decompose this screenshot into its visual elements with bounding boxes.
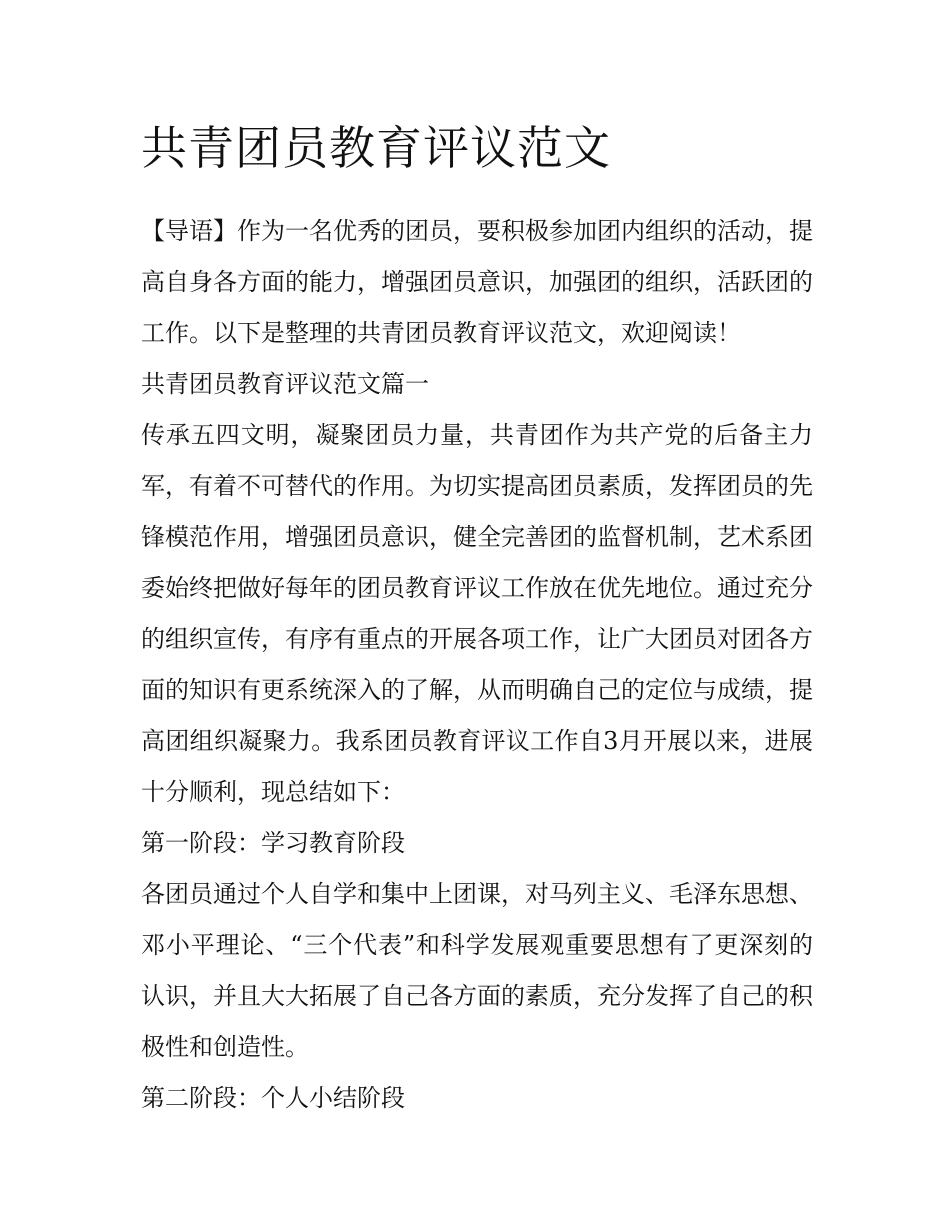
document-title: 共青团员教育评议范文 xyxy=(141,121,611,175)
section-title: 共青团员教育评议范文篇一 xyxy=(141,370,429,398)
paragraph-stage-1: 各团员通过个人自学和集中上团课，对马列主义、毛泽东思想、邓小平理论、“三个代表”和科学发展观重要思想有了更深刻的认识，并且大大拓展了自己各方面的素质，充分发挥了自己的积极性和创造性。 xyxy=(141,880,813,1061)
intro-paragraph: 【导语】作为一名优秀的团员，要积极参加团内组织的活动，提高自身各方面的能力，增强团员意识，加强团的组织，活跃团的工作。以下是整理的共青团员教育评议范文，欢迎阅读！ xyxy=(141,217,813,347)
document-page xyxy=(141,112,813,1124)
stage-2-heading: 第二阶段：个人小结阶段 xyxy=(141,1084,405,1112)
paragraph-overview: 传承五四文明，凝聚团员力量，共青团作为共产党的后备主力军，有着不可替代的作用。为切实提高团员素质，发挥团员的先锋模范作用，增强团员意识，健全完善团的监督机制，艺术系团委始终把做好每年的团员教育评议工作放在优先地位。通过充分的组织宣传，有序有重点的开展各项工作，让广大团员对团各方面的知识有更系统深入的了解，从而明确自己的定位与成绩，提高团组织凝聚力。我系团员教育评议工作自3月开展以来，进展十分顺利，现总结如下： xyxy=(141,421,813,806)
document-body xyxy=(141,206,813,1124)
stage-1-heading: 第一阶段：学习教育阶段 xyxy=(141,829,405,857)
